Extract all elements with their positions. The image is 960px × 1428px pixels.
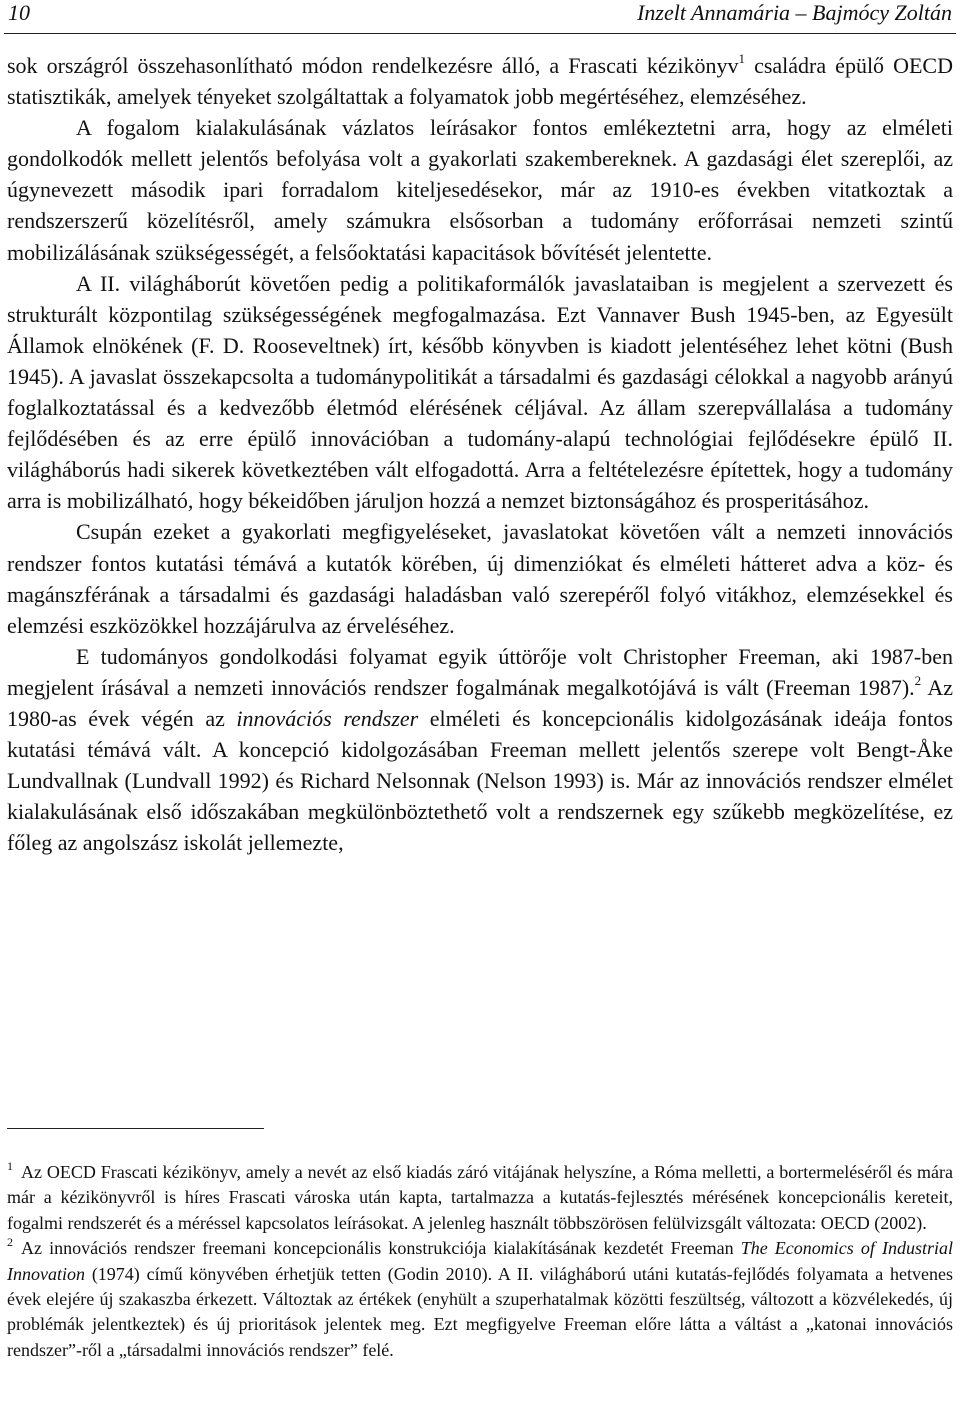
header-divider	[4, 33, 956, 34]
footnote-ref-1[interactable]: 1	[738, 51, 746, 66]
paragraph-1	[7, 50, 953, 112]
paragraph-2: A fogalom kialakulásának vázlatos leírásakor fontos emlékeztetni arra, hogy az elméleti gondolkodók mellett jelentős befolyása volt a gyakorlati szakembereknek. A gazdasági élet szereplői, az úgynevezett második ipari forradalom kiteljesedésekor, már az 1910-es években vitatkoztak a rendszerszerű közelítésről, amely számukra elsősorban a tudomány erőforrásai nemzeti szintű mobilizálásának szükségességét, a felsőoktatási kapacitások bővítését jelentette.	[7, 115, 953, 265]
footnote-2-text-a: Az innovációs rendszer freemani koncepcionális konstrukciója kialakításának kezdetét Freeman	[21, 1238, 741, 1259]
paragraph-5-text-c: elméleti és koncepcionális kidolgozásának ideája fontos kutatási témává vált. A koncepció kidolgozásában Freeman mellett jelentős szerepe volt Bengt-Åke Lundvallnak (Lundvall 1992) és Richard Nelsonnak (Nelson 1993) is. Már az innovációs rendszer elmélet kialakulásának első időszakában megkülönböztethető volt a rendszernek egy szűkebb megközelítése, ez főleg az angolszász iskolát jellemezte,	[7, 705, 953, 856]
paragraph-5-text-b: Az 1980-as évek végén az	[7, 674, 953, 731]
paragraph-3: A II. világháborút követően pedig a politikaformálók javaslataiban is megjelent a szervezett és strukturált központilag szükségességének megfogalmazása. Ezt Vannaver Bush 1945-ben, az Egyesült Államok elnökének (F. D. Rooseveltnek) írt, később könyvben is kiadott jelentéséhez lehet kötni (Bush 1945). A javaslat összekapcsolta a tudománypolitikát a társadalmi és gazdasági célokkal a nagyobb arányú foglalkoztatással és a kedvezőbb életmód elérésének céljával. Az állam szerepvállalása a tudomány fejlődésében és az erre épülő innovációban a tudomány-alapú technológiai fejlődésekre épülő II. világháborús hadi sikerek következtében vált elfogadottá. Arra a feltételezésre építettek, hogy a tudomány arra is mobilizálható, hogy békeidőben járuljon hozzá a nemzet biztonságához és prosperitásához.	[7, 270, 953, 514]
footnote-2-text-b: (1974) című könyvében érhetjük tetten (Godin 2010). A II. világháború utáni kutatás-fejlődés folyamata a hetvenes évek elejére új szakaszba érkezett. Változtak az értékek (enyhült a szuperhatalmak közötti feszültség, változott a közvélekedés, új problémák jelentkeztek) és új prioritások jelentek meg. Ezt megfigyelve Freeman előre látta a váltást a „katonai innovációs rendszer”-ről a „társadalmi innovációs rendszer” felé.	[7, 1263, 953, 1360]
header-authors: Inzelt Annamária – Bajmócy Zoltán	[637, 0, 952, 25]
footnote-1-text: Az OECD Frascati kézikönyv, amely a nevét az első kiadás záró vitájának helyszíne, a Róma melletti, a bortermeléséről és mára már a kézikönyvről is híres Frascati városka után kapta, tartalmazza a kutatás-fejlesztés mérésének koncepcionális kereteit, fogalmi rendszerét és a méréssel kapcsolatos leírásokat. A jelenleg használt többszörösen felülvizsgált változata: OECD (2002).	[7, 1162, 953, 1233]
footnote-ref-2[interactable]: 2	[914, 672, 922, 688]
paragraph-5-italic-term: innovációs rendszer	[236, 705, 419, 731]
footnote-2-book-title: The Economics of Industrial Innovation	[7, 1238, 953, 1284]
footnote-1-mark: 1	[7, 1159, 13, 1173]
paragraph-4: Csupán ezeket a gyakorlati megfigyeléseket, javaslatokat követően vált a nemzeti innovációs rendszer fontos kutatási témává a kutatók körében, új dimenziókat és elméleti hátteret adva a köz- és magánszférának a társadalmi és gazdasági haladásban való szerepéről folyó vitákhoz, elemzésekkel és elemzési eszközökkel hozzájárulva az érveléséhez.	[7, 519, 953, 638]
footnote-1	[7, 1160, 953, 1236]
running-header	[6, 0, 954, 34]
paragraph-5	[7, 641, 953, 859]
body-text	[7, 50, 953, 858]
paragraph-1-text-b: családra épülő OECD statisztikák, amelyek tényeket szolgáltattak a folyamatok jobb megértéséhez, elemzéséhez.	[7, 53, 953, 110]
paragraph-1-text-a: sok országról összehasonlítható módon rendelkezésre álló, a Frascati kézikönyv	[7, 53, 739, 78]
footnotes	[7, 1160, 953, 1363]
page-number: 10	[8, 0, 30, 25]
footnote-2-mark: 2	[7, 1235, 13, 1250]
paragraph-5-text-a: E tudományos gondolkodási folyamat egyik úttörője volt Christopher Freeman, aki 1987-ben megjelent írásával a nemzeti innovációs rendszer fogalmának megalkotójává is vált (Freeman 1987).	[7, 643, 953, 700]
footnote-divider	[7, 1128, 264, 1129]
footnote-2	[7, 1236, 953, 1363]
